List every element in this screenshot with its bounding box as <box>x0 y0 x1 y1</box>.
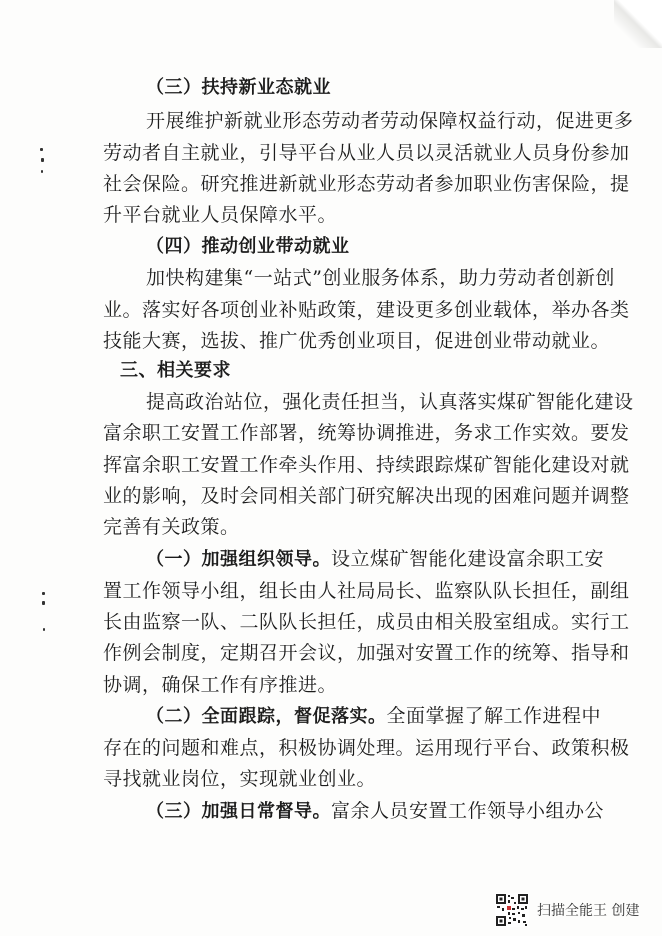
scanner-watermark <box>495 893 655 927</box>
text-line: 富余职工安置工作部署，统筹协调推进，务求工作实效。要发 <box>103 422 630 444</box>
text-line: 协调，确保工作有序推进。 <box>103 674 338 696</box>
text-line: 完善有关政策。 <box>103 516 240 538</box>
section-heading: 三、相关要求 <box>120 360 231 381</box>
text-line: 业的影响，及时会同相关部门研究解决出现的困难问题并调整 <box>103 485 630 507</box>
inline-text: 设立煤矿智能化建设富余职工安 <box>331 548 605 570</box>
text-line: 置工作领导小组，组长由人社局局长、监察队队长担任，副组 <box>103 580 630 602</box>
binding-mark <box>43 628 45 631</box>
inline-heading: （一）加强组织领导。 <box>146 549 331 570</box>
binding-mark <box>41 158 44 162</box>
text-line: 业。落实好各项创业补贴政策，建设更多创业载体，举办各类 <box>103 299 630 321</box>
text-line: 开展维护新就业形态劳动者劳动保障权益行动，促进更多 <box>146 110 634 132</box>
text-line <box>146 547 662 572</box>
binding-mark <box>41 170 43 173</box>
text-line <box>146 799 662 824</box>
binding-mark <box>42 592 45 595</box>
text-line: 挥富余职工安置工作牵头作用、持续跟踪煤矿智能化建设对就 <box>103 454 630 476</box>
text-line: 社会保险。研究推进新就业形态劳动者参加职业伤害保险，提 <box>103 173 630 195</box>
text-line: 提高政治站位，强化责任担当，认真落实煤矿智能化建设 <box>146 391 634 413</box>
inline-text: 富余人员安置工作领导小组办公 <box>331 800 605 822</box>
section-heading: （三）扶持新业态就业 <box>146 77 331 98</box>
text-line: 加快构建集“一站式”创业服务体系，助力劳动者创新创 <box>146 267 615 289</box>
text-line: 寻找就业岗位，实现就业创业。 <box>103 768 377 790</box>
inline-heading: （三）加强日常督导。 <box>146 801 331 822</box>
qr-code-icon <box>495 893 529 927</box>
text-line: 技能大赛，选拔、推广优秀创业项目，促进创业带动就业。 <box>103 330 611 352</box>
binding-mark <box>40 148 43 151</box>
text-line: 长由监察一队、二队队长担任，成员由相关股室组成。实行工 <box>103 611 630 633</box>
watermark-text: 扫描全能王 创建 <box>537 903 640 919</box>
binding-mark <box>42 601 45 605</box>
text-line: 升平台就业人员保障水平。 <box>103 204 338 226</box>
text-line: 作例会制度，定期召开会议，加强对安置工作的统筹、指导和 <box>103 642 630 664</box>
section-heading: （四）推动创业带动就业 <box>146 236 350 257</box>
text-line: 存在的问题和难点，积极协调处理。运用现行平台、政策积极 <box>103 737 630 759</box>
page-corner-fold <box>628 0 662 34</box>
text-line: 劳动者自主就业，引导平台从业人员以灵活就业人员身份参加 <box>103 142 630 164</box>
inline-text: 全面掌握了解工作进程中 <box>386 705 602 727</box>
inline-heading: （二）全面跟踪，督促落实。 <box>146 706 387 727</box>
text-line <box>146 704 662 729</box>
